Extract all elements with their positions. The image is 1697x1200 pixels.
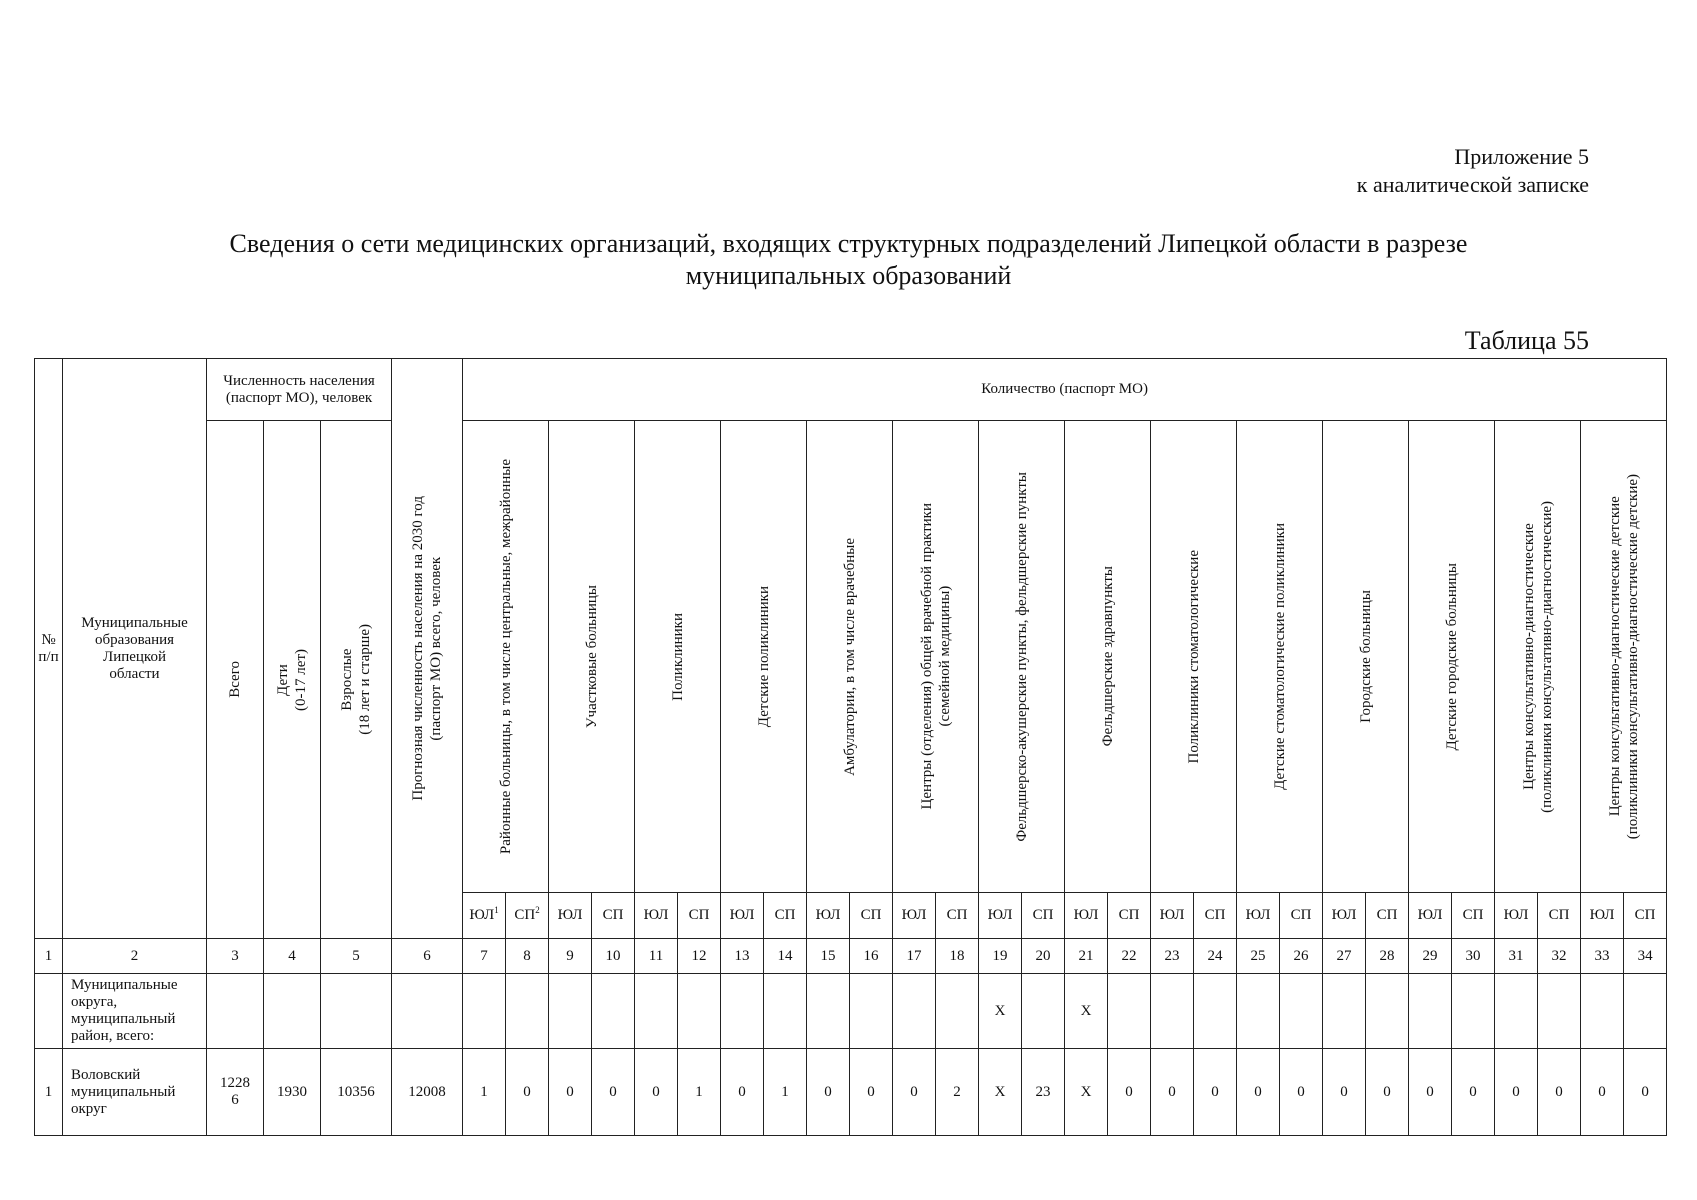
table-cell: 0: [1495, 1049, 1538, 1136]
header-population-group: Численность населения (паспорт МО), человек: [207, 359, 392, 421]
table-cell: 10356: [321, 1049, 392, 1136]
table-cell: [1323, 974, 1366, 1049]
column-number: 22: [1108, 939, 1151, 974]
column-number: 29: [1409, 939, 1452, 974]
table-cell: [721, 974, 764, 1049]
subheader-sp-4: СП: [764, 893, 807, 939]
table-cell: 0: [1108, 1049, 1151, 1136]
subheader-yul-8: ЮЛ: [1065, 893, 1108, 939]
column-number: 20: [1022, 939, 1065, 974]
header-category-3: Поликлиники: [635, 421, 721, 893]
subheader-sp-10: СП: [1280, 893, 1323, 939]
table-cell: X: [979, 1049, 1022, 1136]
subheader-sp-9: СП: [1194, 893, 1237, 939]
subheader-yul-4: ЮЛ: [721, 893, 764, 939]
table-cell: 0: [1151, 1049, 1194, 1136]
appendix-note: [1357, 143, 1589, 199]
subheader-yul-7: ЮЛ: [979, 893, 1022, 939]
header-category-5: Амбулатории, в том числе врачебные: [807, 421, 893, 893]
table-cell: 0: [1194, 1049, 1237, 1136]
table-cell: [1581, 974, 1624, 1049]
subheader-sp-6: СП: [936, 893, 979, 939]
subheader-yul-3: ЮЛ: [635, 893, 678, 939]
table-cell: 0: [506, 1049, 549, 1136]
table-cell: [1151, 974, 1194, 1049]
header-category-8: Фельдшерские здравпункты: [1065, 421, 1151, 893]
municipality-name-cell: Муниципальные округа, муниципальный район, всего:: [63, 974, 207, 1049]
column-number: 19: [979, 939, 1022, 974]
header-category-6: Центры (отделения) общей врачебной практики (семейной медицины): [893, 421, 979, 893]
column-number: 16: [850, 939, 893, 974]
header-count-group: Количество (паспорт МО): [463, 359, 1667, 421]
column-number: 24: [1194, 939, 1237, 974]
subheader-sp-13: СП: [1538, 893, 1581, 939]
header-pop-adults: Взрослые (18 лет и старше): [321, 421, 392, 939]
subheader-yul-12: ЮЛ: [1409, 893, 1452, 939]
table-cell: X: [1065, 974, 1108, 1049]
table-cell: 1228 6: [207, 1049, 264, 1136]
table-cell: 0: [1323, 1049, 1366, 1136]
table-cell: 1: [463, 1049, 506, 1136]
table-cell: [1409, 974, 1452, 1049]
header-category-12: Детские городские больницы: [1409, 421, 1495, 893]
table-cell: [1280, 974, 1323, 1049]
table-cell: 0: [1237, 1049, 1280, 1136]
table-cell: [35, 974, 63, 1049]
table-cell: 2: [936, 1049, 979, 1136]
table-cell: [807, 974, 850, 1049]
table-cell: 0: [1624, 1049, 1667, 1136]
header-category-14: Центры консультативно-диагностические детские (поликлиники консультативно-диагностические детские): [1581, 421, 1667, 893]
table-cell: 0: [549, 1049, 592, 1136]
column-number: 8: [506, 939, 549, 974]
table-cell: [1495, 974, 1538, 1049]
subheader-sp-12: СП: [1452, 893, 1495, 939]
column-number: 7: [463, 939, 506, 974]
medical-network-table: [34, 358, 1667, 1136]
table-cell: 1: [764, 1049, 807, 1136]
table-cell: 0: [1538, 1049, 1581, 1136]
table-cell: [1022, 974, 1065, 1049]
table-cell: [1108, 974, 1151, 1049]
subheader-yul-6: ЮЛ: [893, 893, 936, 939]
column-number: 33: [1581, 939, 1624, 974]
subheader-yul-13: ЮЛ: [1495, 893, 1538, 939]
table-cell: [1538, 974, 1581, 1049]
table-cell: 0: [1452, 1049, 1495, 1136]
header-pop-total: Всего: [207, 421, 264, 939]
table-cell: 0: [893, 1049, 936, 1136]
subheader-sp-8: СП: [1108, 893, 1151, 939]
table-cell: 0: [850, 1049, 893, 1136]
header-row-2: [35, 421, 1667, 893]
column-number: 17: [893, 939, 936, 974]
column-number: 4: [264, 939, 321, 974]
table-cell: [850, 974, 893, 1049]
table-cell: [592, 974, 635, 1049]
header-category-13: Центры консультативно-диагностические (поликлиники консультативно-диагностические): [1495, 421, 1581, 893]
header-category-10: Детские стоматологические поликлиники: [1237, 421, 1323, 893]
table-cell: 0: [1366, 1049, 1409, 1136]
title-line2: муниципальных образований: [685, 261, 1012, 290]
column-number-row: [35, 939, 1667, 974]
subheader-yul-14: ЮЛ: [1581, 893, 1624, 939]
table-cell: [207, 974, 264, 1049]
table-cell: [635, 974, 678, 1049]
table-cell: 0: [1280, 1049, 1323, 1136]
table-cell: X: [979, 974, 1022, 1049]
column-number: 10: [592, 939, 635, 974]
column-number: 28: [1366, 939, 1409, 974]
table-cell: 0: [807, 1049, 850, 1136]
column-number: 27: [1323, 939, 1366, 974]
column-number: 2: [63, 939, 207, 974]
column-number: 11: [635, 939, 678, 974]
column-number: 3: [207, 939, 264, 974]
column-number: 30: [1452, 939, 1495, 974]
column-number: 21: [1065, 939, 1108, 974]
table-cell: [936, 974, 979, 1049]
table-cell: 0: [1409, 1049, 1452, 1136]
subheader-sp-11: СП: [1366, 893, 1409, 939]
header-pop-children: Дети (0-17 лет): [264, 421, 321, 939]
header-category-1: Районные больницы, в том числе центральные, межрайонные: [463, 421, 549, 893]
subheader-yul-11: ЮЛ: [1323, 893, 1366, 939]
column-number: 14: [764, 939, 807, 974]
column-number: 31: [1495, 939, 1538, 974]
subheader-yul-10: ЮЛ: [1237, 893, 1280, 939]
header-category-11: Городские больницы: [1323, 421, 1409, 893]
table-cell: [1237, 974, 1280, 1049]
header-category-7: Фельдшерско-акушерские пункты, фельдшерские пункты: [979, 421, 1065, 893]
column-number: 25: [1237, 939, 1280, 974]
column-number: 12: [678, 939, 721, 974]
table-cell: [764, 974, 807, 1049]
header-forecast: Прогнозная численность населения на 2030 год (паспорт МО) всего, человек: [392, 359, 463, 939]
table-cell: 0: [635, 1049, 678, 1136]
table-cell: [392, 974, 463, 1049]
header-category-9: Поликлиники стоматологические: [1151, 421, 1237, 893]
subheader-yul-5: ЮЛ: [807, 893, 850, 939]
subheader-yul-2: ЮЛ: [549, 893, 592, 939]
table-cell: [506, 974, 549, 1049]
table-cell: 0: [592, 1049, 635, 1136]
subheader-sp-2: СП: [592, 893, 635, 939]
subheader-sp-7: СП: [1022, 893, 1065, 939]
table-cell: [321, 974, 392, 1049]
table-cell: X: [1065, 1049, 1108, 1136]
column-number: 15: [807, 939, 850, 974]
header-municipality: Муниципальные образования Липецкой области: [63, 359, 207, 939]
header-category-2: Участковые больницы: [549, 421, 635, 893]
column-number: 23: [1151, 939, 1194, 974]
subheader-sp-14: СП: [1624, 893, 1667, 939]
table-row: [35, 974, 1667, 1049]
table-cell: 1930: [264, 1049, 321, 1136]
table-cell: [1366, 974, 1409, 1049]
column-number: 34: [1624, 939, 1667, 974]
municipality-name-cell: Воловский муниципальный округ: [63, 1049, 207, 1136]
subheader-yul-1: $ЮЛ^1$: [463, 893, 506, 939]
title-line1: Сведения о сети медицинских организаций, входящих структурных подразделений Липецкой области в разрезе: [229, 229, 1468, 258]
subheader-sp-3: СП: [678, 893, 721, 939]
header-row-1: [35, 359, 1667, 421]
header-num: № п/п: [35, 359, 63, 939]
column-number: 5: [321, 939, 392, 974]
subheader-sp-1: $СП^2$: [506, 893, 549, 939]
table-cell: [264, 974, 321, 1049]
table-cell: [1452, 974, 1495, 1049]
document-title: [60, 228, 1637, 292]
column-number: 9: [549, 939, 592, 974]
table-cell: [678, 974, 721, 1049]
column-number: 1: [35, 939, 63, 974]
column-number: 6: [392, 939, 463, 974]
table-cell: [893, 974, 936, 1049]
table-cell: 0: [721, 1049, 764, 1136]
table-cell: [463, 974, 506, 1049]
subheader-yul-9: ЮЛ: [1151, 893, 1194, 939]
table-cell: 23: [1022, 1049, 1065, 1136]
table-cell: 1: [678, 1049, 721, 1136]
table-cell: 1: [35, 1049, 63, 1136]
header-category-4: Детские поликлиники: [721, 421, 807, 893]
table-cell: [1194, 974, 1237, 1049]
column-number: 13: [721, 939, 764, 974]
appendix-line1: Приложение 5: [1454, 144, 1589, 169]
table-cell: 0: [1581, 1049, 1624, 1136]
appendix-line2: к аналитической записке: [1356, 172, 1589, 197]
column-number: 18: [936, 939, 979, 974]
table-label: Таблица 55: [1464, 326, 1589, 355]
table-cell: [1624, 974, 1667, 1049]
table-cell: 12008: [392, 1049, 463, 1136]
column-number: 26: [1280, 939, 1323, 974]
table-cell: [549, 974, 592, 1049]
table-row: [35, 1049, 1667, 1136]
column-number: 32: [1538, 939, 1581, 974]
subheader-sp-5: СП: [850, 893, 893, 939]
